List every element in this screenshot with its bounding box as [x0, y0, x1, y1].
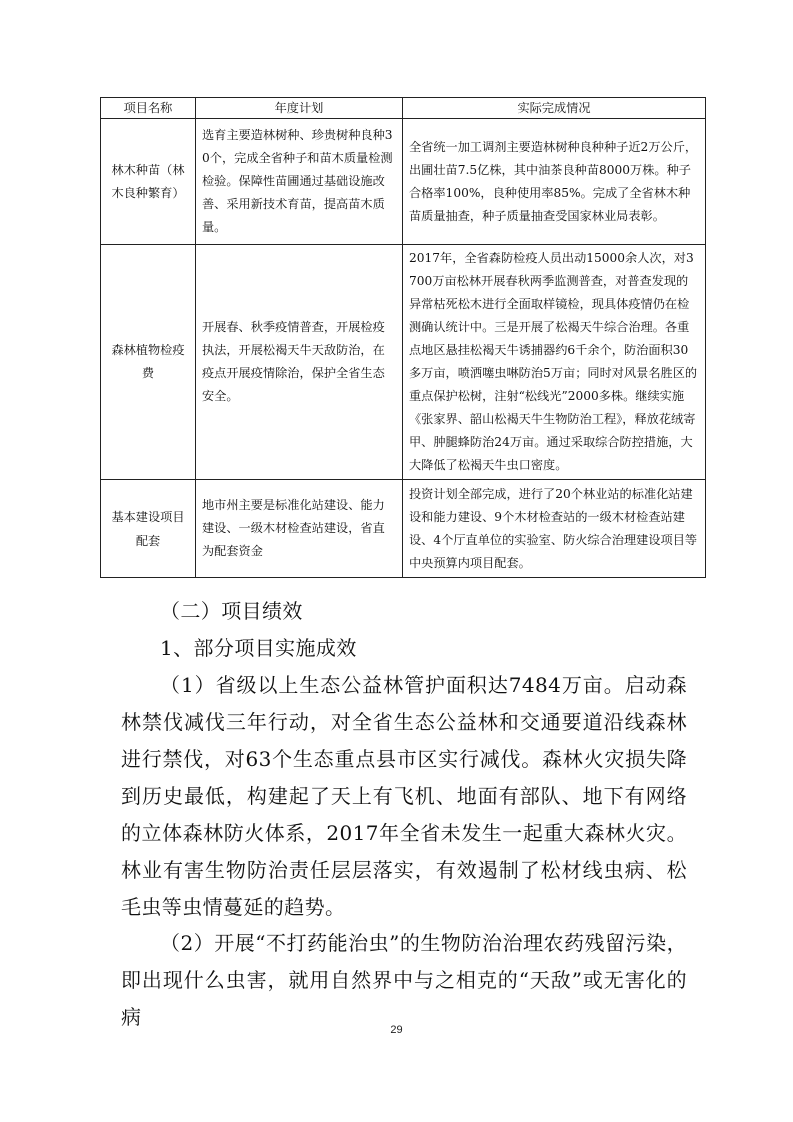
section-heading: （二）项目绩效: [160, 599, 303, 623]
cell-project-name: 基本建设项目配套: [101, 480, 196, 578]
sub-heading: 1、部分项目实施成效: [160, 636, 357, 660]
body-paragraph: （2）开展“不打药能治虫”的生物防治治理农药残留污染，即出现什么虫害，就用自然界中与之相克的“天敌”或无害化的病: [121, 931, 687, 1029]
cell-annual-plan: 选育主要造林树种、珍贵树种良种30个，完成全省种子和苗木质量检测检验。保障性苗圃通过基础设施改善、采用新技术育苗，提高苗木质量。: [196, 119, 403, 245]
table-row: [101, 245, 706, 480]
table-row: [101, 480, 706, 578]
cell-actual-completion: 投资计划全部完成，进行了20个林业站的标准化站建设和能力建设、9个木材检查站的一级木材检查站建设、4个厅直单位的实验室、防火综合治理建设项目等中央预算内项目配套。: [403, 480, 706, 578]
cell-project-name: 林木种苗（林木良种繁育）: [101, 119, 196, 245]
header-annual-plan: 年度计划: [196, 98, 403, 119]
page-number: 29: [390, 1024, 403, 1036]
cell-actual-completion: 2017年，全省森防检疫人员出动15000余人次，对3700万亩松林开展春秋两季监测普查，对普查发现的异常枯死松木进行全面取样镜检，现具体疫情仍在检测确认统计中。三是开展了松褐天牛综合治理。各重点地区悬挂松褐天牛诱捕器约6千余个，防治面积30多万亩，喷洒噻虫啉防治5万亩；同时对风景名胜区的重点保护松树，注射“松线光”2000多株。继续实施《张家界、韶山松褐天牛生物防治工程》，释放花绒寄甲、肿腿蜂防治24万亩。通过采取综合防控措施，大大降低了松褐天牛虫口密度。: [403, 245, 706, 480]
header-project-name: 项目名称: [101, 98, 196, 119]
table-header-row: [101, 98, 706, 119]
cell-actual-completion: 全省统一加工调剂主要造林树种良种种子近2万公斤，出圃壮苗7.5亿株，其中油茶良种苗8000万株。种子合格率100%，良种使用率85%。完成了全省林木种苗质量抽查，种子质量抽查受国家林业局表彰。: [403, 119, 706, 245]
header-actual-completion: 实际完成情况: [403, 98, 706, 119]
body-paragraph: （1）省级以上生态公益林管护面积达7484万亩。启动森林禁伐减伐三年行动，对全省生态公益林和交通要道沿线森林进行禁伐，对63个生态重点县市区实行减伐。森林火灾损失降到历史最低，构建起了天上有飞机、地面有部队、地下有网络的立体森林防火体系，2017年全省未发生一起重大森林火灾。林业有害生物防治责任层层落实，有效遏制了松材线虫病、松毛虫等虫情蔓延的趋势。: [121, 673, 687, 919]
project-table: [100, 97, 706, 578]
cell-project-name: 森林植物检疫费: [101, 245, 196, 480]
cell-annual-plan: 开展春、秋季疫情普查，开展检疫执法，开展松褐天牛天敌防治，在疫点开展疫情除治，保护全省生态安全。: [196, 245, 403, 480]
cell-annual-plan: 地市州主要是标准化站建设、能力建设、一级木材检查站建设，省直为配套资金: [196, 480, 403, 578]
table-row: [101, 119, 706, 245]
